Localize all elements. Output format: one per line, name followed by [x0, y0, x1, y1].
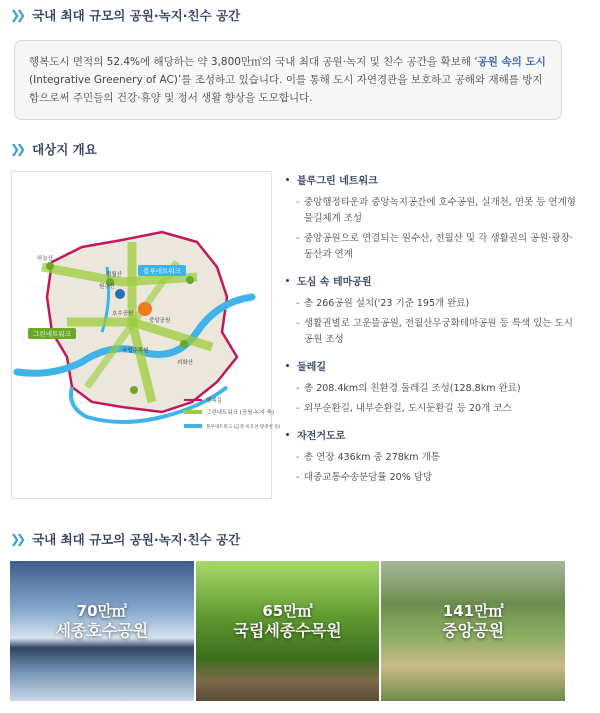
intro-box — [14, 40, 562, 120]
chevron-right-icon: ❯❯ — [10, 8, 23, 22]
list-item: - 총 266공원 설치('23 기준 195개 완료) — [296, 296, 576, 312]
network-map-svg — [12, 172, 281, 498]
intro-text-before: 행복도시 면적의 52.4%에 해당하는 약 3,800만㎡의 국내 최대 공원·녹지 및 친수 공간을 확보해 ‘ — [29, 56, 478, 68]
park-area: 141만㎡ — [442, 602, 504, 620]
map-label-central-park: 중앙공원 — [149, 318, 171, 324]
map-label-north-peak: 하늘산 — [37, 256, 53, 262]
legend-road-label: 행복길 — [206, 398, 222, 404]
bullet-icon — [286, 279, 289, 282]
park-card-arboretum[interactable] — [196, 561, 380, 701]
lake-park-marker — [115, 289, 125, 299]
overview-title — [10, 140, 97, 158]
intro-highlight: 공원 속의 도시 — [477, 56, 546, 68]
map-label-yeonyang: 전월산 — [106, 272, 122, 278]
park-card-lake[interactable] — [10, 561, 194, 701]
park-name: 중앙공원 — [442, 621, 505, 640]
map-label-wonsusan: 원수산 — [99, 284, 115, 290]
category-title: 둘레길 — [297, 362, 326, 373]
park-marker — [130, 386, 138, 394]
category-title: 자전거도로 — [297, 431, 346, 442]
parks-section-title-text: 국내 최대 규모의 공원·녹지·친수 공간 — [32, 532, 241, 547]
map-label-lake-park: 호수공원 — [112, 311, 134, 317]
blue-network-label: 블루네트워크 — [143, 267, 181, 275]
overview-title-text: 대상지 개요 — [32, 142, 97, 157]
intro-text-after: (Integrative Greenery of AC)’를 조성하고 있습니다. 이를 통해 도시 자연경관을 보호하고 공해와 재해를 방지함으로써 주민들의 건강·휴양 및 정서 생활 향상을 도모합니다. — [29, 74, 543, 104]
category-blue-green — [286, 172, 576, 263]
park-marker — [186, 276, 194, 284]
list-item: - 외부순환길, 내부순환길, 도시둔환길 등 20개 코스 — [296, 401, 576, 417]
list-item: - 총 연장 436km 중 278km 개통 — [296, 450, 576, 466]
park-area: 65만㎡ — [262, 602, 313, 620]
section-title-text: 국내 최대 규모의 공원·녹지·친수 공간 — [32, 8, 241, 23]
section-title — [10, 6, 240, 24]
park-gallery — [10, 561, 565, 701]
network-map — [11, 171, 281, 499]
map-label-arboretum: 국립수목원 — [122, 348, 149, 354]
park-name: 국립세종수목원 — [233, 621, 342, 640]
legend-green-label: 그린네트워크 (공원·녹지 축) — [206, 410, 274, 416]
parks-section-title — [10, 530, 240, 548]
park-marker — [180, 340, 188, 348]
map-label-yeongpyeong: 괴화산 — [177, 360, 193, 366]
chevron-right-icon: ❯❯ — [10, 532, 23, 546]
park-marker — [46, 262, 54, 270]
list-item: - 대중교통수송분담률 20% 담당 — [296, 470, 576, 486]
list-item: - 총 208.4km의 친환경 둘레길 조성(128.8km 완료) — [296, 381, 576, 397]
bullet-icon — [286, 433, 289, 436]
list-item: - 생활권별로 고운뜰공원, 전월산무궁화테마공원 등 특색 있는 도시공원 조성 — [296, 316, 576, 348]
park-name: 세종호수공원 — [55, 621, 149, 640]
category-title: 도심 속 테마공원 — [297, 277, 372, 288]
green-network-label: 그린네트워크 — [33, 330, 71, 338]
legend-blue-label: 블루네트워크 (금강·미호천·방축천 등) — [206, 425, 281, 430]
category-title: 블루그린 네트워크 — [297, 176, 378, 187]
category-theme-parks — [286, 273, 576, 348]
list-item: - 중앙공원으로 연결되는 원수산, 전월산 및 각 생활권의 공원·광장·동산과 연계 — [296, 231, 576, 263]
park-area: 70만㎡ — [76, 602, 128, 620]
category-trails — [286, 358, 576, 417]
overview-list — [286, 172, 576, 496]
list-item: - 중앙행정타운과 중앙녹지공간에 호수공원, 실개천, 연못 등 연계형 물길체계 조성 — [296, 195, 576, 227]
bullet-icon — [286, 364, 289, 367]
chevron-right-icon: ❯❯ — [10, 142, 23, 156]
park-card-central[interactable] — [381, 561, 565, 701]
bullet-icon — [286, 178, 289, 181]
category-bike-roads — [286, 427, 576, 486]
central-park-marker — [138, 302, 152, 316]
